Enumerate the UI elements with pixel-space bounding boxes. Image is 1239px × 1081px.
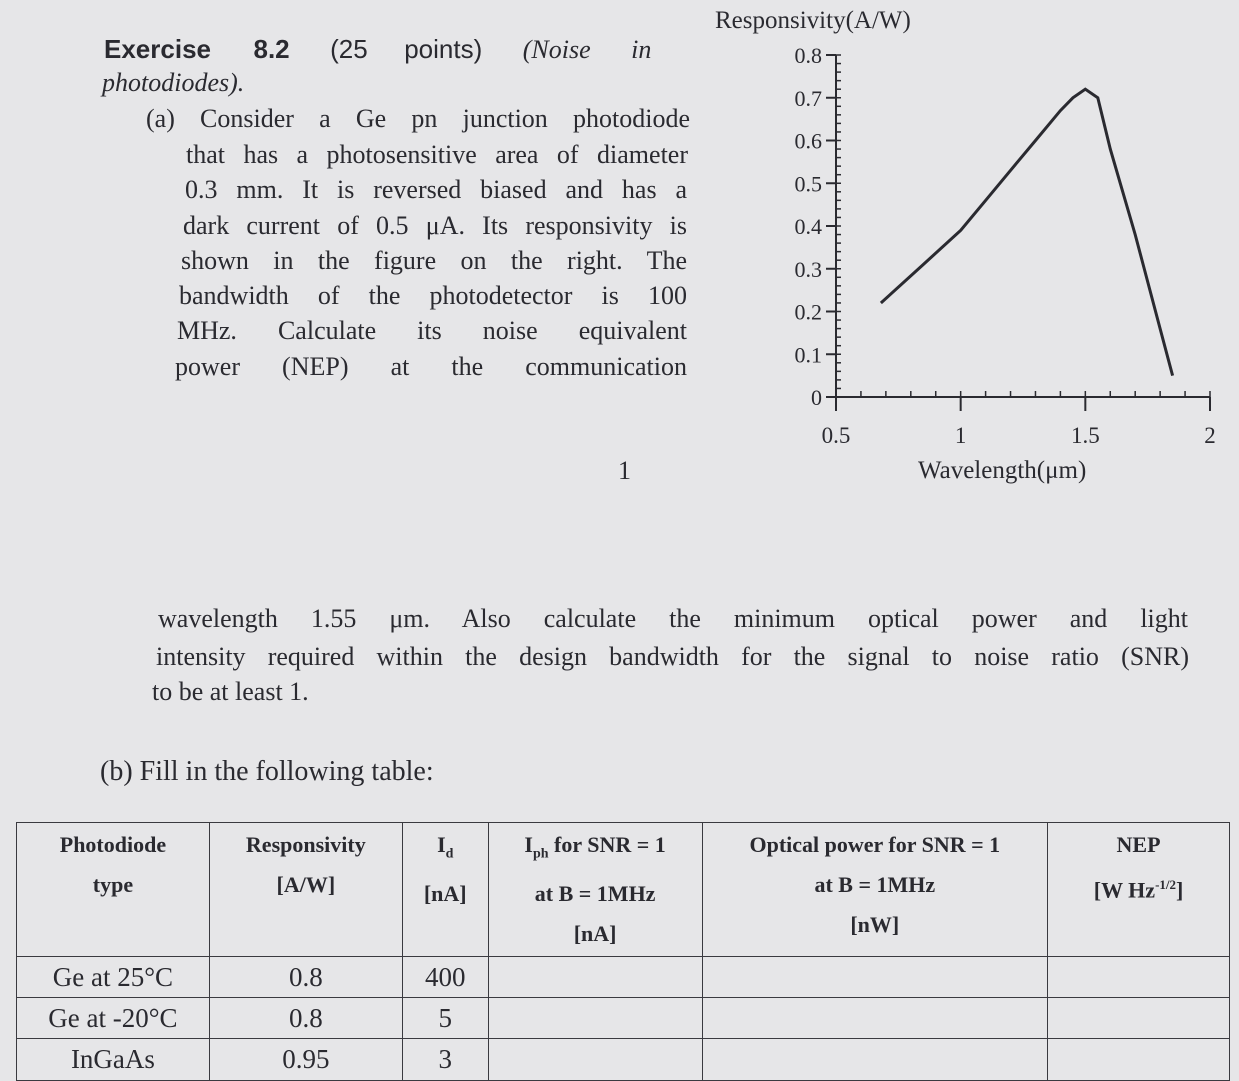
header-optical-power: Optical power for SNR = 1 at B = 1MHz [nW] bbox=[702, 823, 1048, 957]
row-3-responsivity: 0.95 bbox=[209, 1039, 402, 1081]
chart-y-tick-label: 0.8 bbox=[794, 43, 822, 68]
table-row bbox=[17, 1039, 1230, 1081]
row-2-dark-current: 5 bbox=[402, 998, 488, 1039]
header-nep: NEP [W $Hz^{-1/2}$] bbox=[1048, 823, 1230, 957]
header-responsivity: Responsivity [A/W] bbox=[209, 823, 402, 957]
row-3-optical-power bbox=[702, 1039, 1048, 1081]
row-1-responsivity: 0.8 bbox=[209, 957, 402, 998]
chart-x-tick-label: 2 bbox=[1204, 423, 1216, 448]
part-a-line-6: bandwidth of the photodetector is 100 bbox=[179, 281, 687, 310]
exercise-number: 8.2 bbox=[253, 34, 290, 64]
chart-ylabel: Responsivity(A/W) bbox=[715, 7, 911, 34]
chart-y-tick-label: 0.1 bbox=[794, 342, 822, 368]
part-a-cont-line-2: intensity required within the design bandwidth for the signal to noise ratio (SNR) bbox=[156, 642, 1189, 671]
row-2-optical-power bbox=[702, 998, 1048, 1039]
table-row bbox=[17, 998, 1230, 1039]
row-1-optical-power bbox=[702, 957, 1048, 998]
table-row bbox=[17, 957, 1230, 998]
row-2-responsivity: 0.8 bbox=[209, 998, 402, 1039]
exercise-label: Exercise bbox=[104, 34, 211, 64]
chart-y-tick-label: 0.4 bbox=[794, 214, 822, 239]
row-2-type: Ge at -20°C bbox=[17, 998, 210, 1039]
responsivity-curve bbox=[881, 89, 1173, 375]
row-3-nep bbox=[1048, 1039, 1230, 1081]
part-a-line-1: (a) Consider a Ge pn junction photodiode bbox=[146, 104, 690, 133]
chart-x-tick-label: 1.5 bbox=[1070, 423, 1100, 448]
chart-y-tick-label: 0.5 bbox=[794, 171, 822, 197]
chart-xlabel: Wavelength(μm) bbox=[918, 457, 1087, 484]
row-2-photocurrent bbox=[488, 998, 702, 1039]
row-3-photocurrent bbox=[488, 1039, 702, 1081]
exercise-topic-end: photodiodes). bbox=[102, 68, 245, 97]
chart-y-tick-label: 0 bbox=[811, 385, 822, 410]
results-table bbox=[16, 822, 1230, 1081]
chart-x-tick-label: 1 bbox=[954, 423, 967, 448]
exercise-topic: (Noise bbox=[522, 35, 591, 64]
row-1-dark-current: 400 bbox=[402, 957, 488, 998]
page-number: 1 bbox=[618, 456, 631, 485]
chart-axes bbox=[835, 55, 1210, 398]
row-1-nep bbox=[1048, 957, 1230, 998]
chart-y-tick-label: 0.3 bbox=[794, 256, 822, 282]
row-2-nep bbox=[1048, 998, 1230, 1039]
row-1-type: Ge at 25°C bbox=[17, 957, 210, 998]
chart-x-ticks bbox=[822, 397, 1216, 448]
part-b-prompt: (b) Fill in the following table: bbox=[100, 756, 434, 787]
header-photocurrent: $I_{ph}$ for SNR = 1 at B = 1MHz [nA] bbox=[488, 823, 702, 957]
responsivity-chart bbox=[700, 0, 1239, 500]
chart-y-tick-label: 0.2 bbox=[794, 299, 822, 325]
header-dark-current: $I_d$ [nA] bbox=[402, 823, 488, 957]
part-a-line-3: 0.3 mm. It is reversed biased and has a bbox=[185, 175, 687, 204]
exercise-points-word: points) bbox=[404, 34, 483, 64]
exercise-topic-in: in bbox=[631, 35, 652, 64]
part-a-line-7: MHz. Calculate its noise equivalent bbox=[177, 316, 687, 345]
chart-y-tick-label: 0.7 bbox=[794, 85, 822, 111]
chart-y-ticks bbox=[795, 43, 837, 410]
chart-y-tick-label: 0.6 bbox=[794, 128, 822, 154]
header-photodiode-type: Photodiode type bbox=[17, 823, 210, 957]
exercise-heading bbox=[104, 34, 651, 65]
part-a-line-2: that has a photosensitive area of diameter bbox=[186, 140, 688, 169]
part-a-line-4: dark current of 0.5 μA. Its responsivity is bbox=[183, 211, 687, 240]
row-1-photocurrent bbox=[488, 957, 702, 998]
part-a-line-8: power (NEP) at the communication bbox=[175, 352, 687, 381]
results-table-wrap bbox=[16, 822, 1230, 1075]
exercise-points: (25 bbox=[330, 34, 368, 64]
row-3-dark-current: 3 bbox=[402, 1039, 488, 1081]
row-3-type: InGaAs bbox=[17, 1039, 210, 1081]
chart-x-tick-label: 0.5 bbox=[821, 423, 851, 448]
part-a-line-5: shown in the figure on the right. The bbox=[181, 246, 687, 275]
part-a-cont-line-1: wavelength 1.55 μm. Also calculate the minimum optical power and light bbox=[158, 604, 1188, 633]
part-a-cont-line-3: to be at least 1. bbox=[152, 677, 309, 706]
